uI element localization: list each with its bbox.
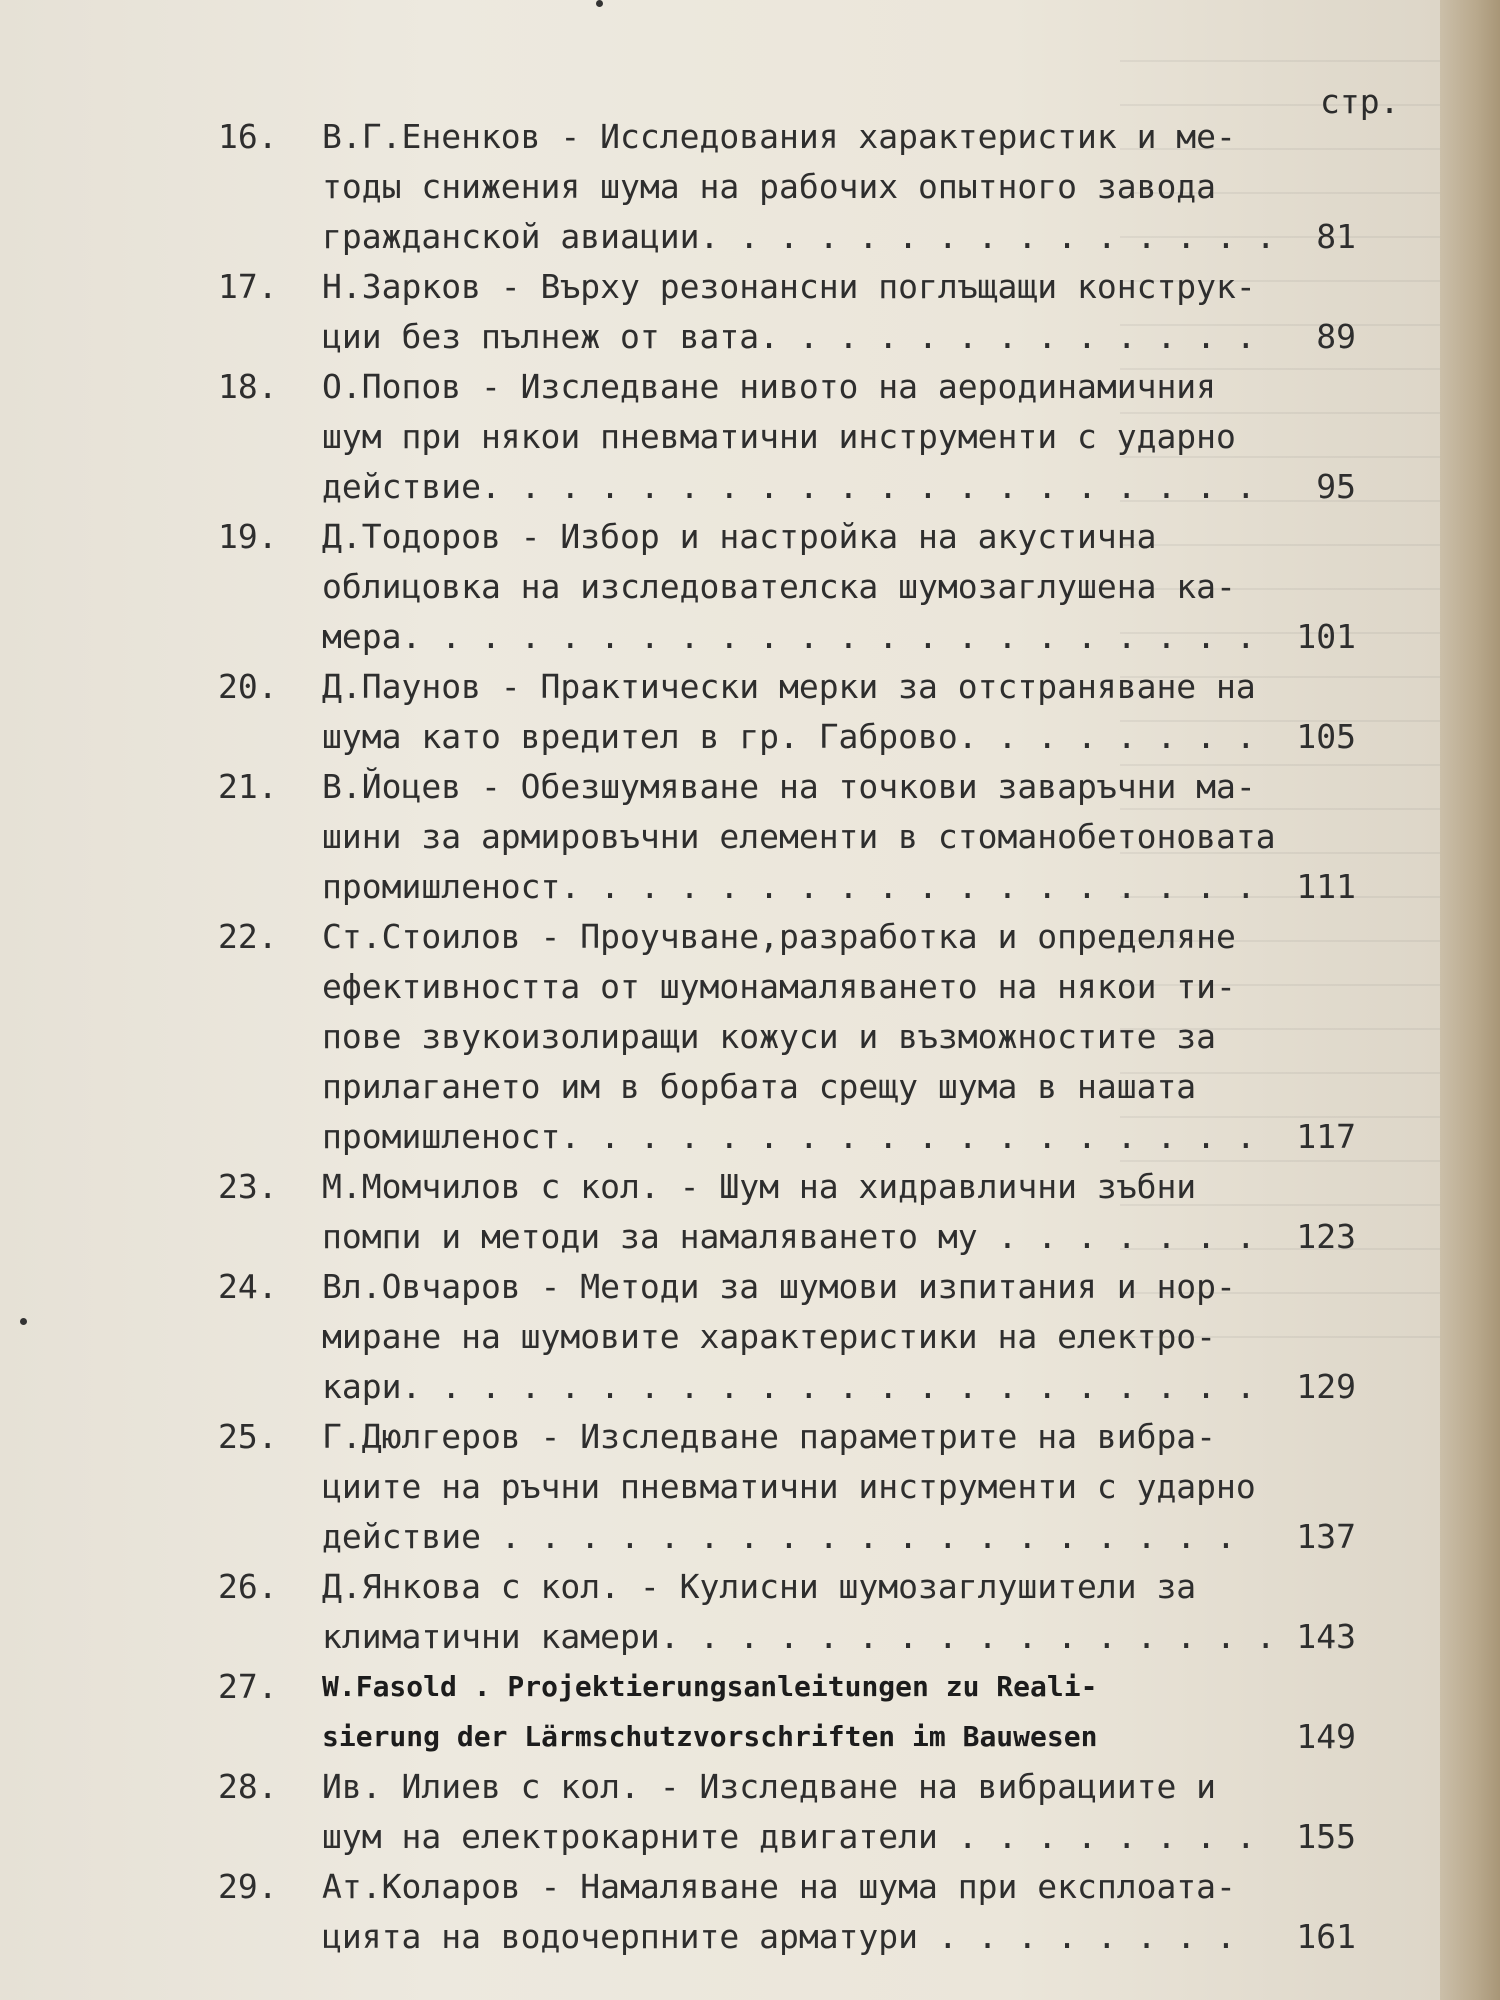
toc-entry	[196, 762, 1396, 912]
entry-title: Ст.Стоилов - Проучване,разработка и определяне ефективността от шумонамаляването на някои ти- пове звукоизолиращи кожуси и възможностите за прилагането им в борбата срещу шума в нашата промишленост. . . . . . . . . . . . . . . . . .	[322, 917, 1256, 1156]
toc-entry	[196, 512, 1396, 662]
entry-page-number: 149	[1296, 1717, 1356, 1756]
entry-number: 24.	[218, 1267, 278, 1306]
entry-page-number: 81	[1316, 217, 1356, 256]
entry-page-number: 89	[1316, 317, 1356, 356]
table-of-contents	[196, 112, 1396, 1962]
entry-title: W.Fasold . Projektierungsanleitungen zu Reali- sierung der Lärmschutzvorschriften im Bauwesen	[322, 1670, 1098, 1753]
entry-page-number: 95	[1316, 467, 1356, 506]
entry-title: Вл.Овчаров - Методи за шумови изпитания и нор- миране на шумовите характеристики на електро- кари. . . . . . . . . . . . . . . . . . . . . .	[322, 1267, 1256, 1406]
entry-page-number: 155	[1296, 1817, 1356, 1856]
entry-title: Д.Янкова с кол. - Кулисни шумозаглушители за климатични камери. . . . . . . . . . . . . . . .	[322, 1567, 1276, 1656]
entry-title: Д.Тодоров - Избор и настройка на акустична облицовка на изследователска шумозаглушена ка- мера. . . . . . . . . . . . . . . . . . . . . .	[322, 517, 1256, 656]
toc-entry	[196, 112, 1396, 262]
entry-page-number: 129	[1296, 1367, 1356, 1406]
toc-entry	[196, 912, 1396, 1162]
entry-title: Н.Зарков - Върху резонансни поглъщащи конструк- ции без пълнеж от вата. . . . . . . . . . . . .	[322, 267, 1256, 356]
ink-dot	[20, 1318, 27, 1325]
toc-entry	[196, 1562, 1396, 1662]
entry-number: 27.	[218, 1667, 278, 1706]
toc-entry	[196, 362, 1396, 512]
entry-number: 23.	[218, 1167, 278, 1206]
entry-page-number: 101	[1296, 617, 1356, 656]
entry-number: 17.	[218, 267, 278, 306]
entry-number: 29.	[218, 1867, 278, 1906]
toc-entry	[196, 662, 1396, 762]
ink-dot	[596, 0, 603, 7]
toc-entry	[196, 1762, 1396, 1862]
toc-entry	[196, 1862, 1396, 1962]
page-column-header: стр.	[1320, 82, 1400, 121]
page-edge-shadow	[1440, 0, 1500, 2000]
entry-number: 18.	[218, 367, 278, 406]
entry-title: Ив. Илиев с кол. - Изследване на вибрациите и шум на електрокарните двигатели . . . . . . . .	[322, 1767, 1256, 1856]
entry-title: О.Попов - Изследване нивото на аеродинамичния шум при някои пневматични инструменти с ударно действие. . . . . . . . . . . . . . . . . . . .	[322, 367, 1256, 506]
entry-number: 16.	[218, 117, 278, 156]
entry-page-number: 143	[1296, 1617, 1356, 1656]
entry-page-number: 111	[1296, 867, 1356, 906]
entry-page-number: 161	[1296, 1917, 1356, 1956]
entry-number: 25.	[218, 1417, 278, 1456]
entry-page-number: 105	[1296, 717, 1356, 756]
entry-title: Д.Паунов - Практически мерки за отстраняване на шума като вредител в гр. Габрово. . . . . . . .	[322, 667, 1256, 756]
entry-number: 19.	[218, 517, 278, 556]
entry-page-number: 137	[1296, 1517, 1356, 1556]
entry-title: В.Йоцев - Обезшумяване на точкови заваръчни ма- шини за армировъчни елементи в стоманобетоновата промишленост. . . . . . . . . . . . . . . . . .	[322, 767, 1276, 906]
entry-page-number: 117	[1296, 1117, 1356, 1156]
entry-title: М.Момчилов с кол. - Шум на хидравлични зъбни помпи и методи за намаляването му . . . . . . .	[322, 1167, 1256, 1256]
toc-entry	[196, 1412, 1396, 1562]
entry-number: 26.	[218, 1567, 278, 1606]
entry-number: 20.	[218, 667, 278, 706]
toc-entry	[196, 262, 1396, 362]
toc-entry	[196, 1262, 1396, 1412]
toc-entry	[196, 1162, 1396, 1262]
entry-title: В.Г.Ененков - Исследования характеристик и ме- тоды снижения шума на рабочих опытного завода гражданской авиации. . . . . . . . . . . . . . .	[322, 117, 1276, 256]
entry-number: 21.	[218, 767, 278, 806]
entry-title: Г.Дюлгеров - Изследване параметрите на вибра- циите на ръчни пневматични инструменти с ударно действие . . . . . . . . . . . . . . . . . . .	[322, 1417, 1256, 1556]
entry-title: Ат.Коларов - Намаляване на шума при експлоата- цията на водочерпните арматури . . . . . . . .	[322, 1867, 1236, 1956]
entry-number: 28.	[218, 1767, 278, 1806]
entry-number: 22.	[218, 917, 278, 956]
entry-page-number: 123	[1296, 1217, 1356, 1256]
toc-entry	[196, 1662, 1396, 1762]
